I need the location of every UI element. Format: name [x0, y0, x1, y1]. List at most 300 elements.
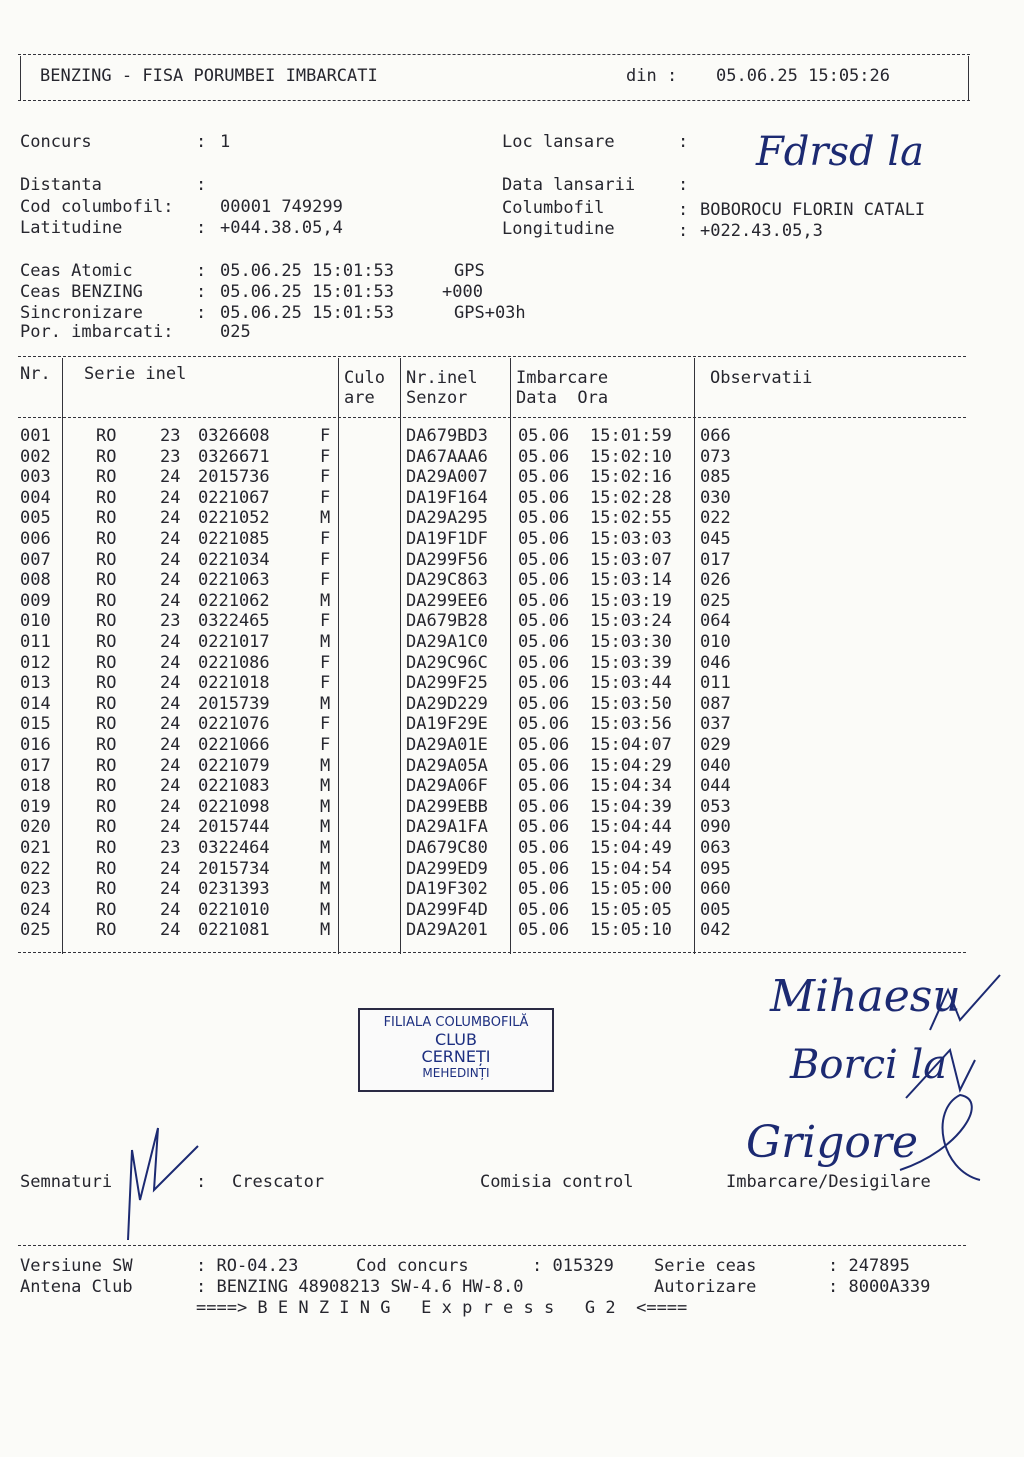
- longitudine-label: Longitudine: [502, 219, 615, 239]
- cell-s: M: [320, 838, 331, 858]
- cell-obs: 022: [700, 508, 731, 529]
- cell-time: 15:02:10: [590, 446, 672, 467]
- cell-time: 15:04:49: [590, 838, 672, 858]
- cod-concurs-label: Cod concurs: [356, 1256, 469, 1276]
- latitudine-value: +044.38.05,4: [220, 218, 343, 238]
- cell-ring: 2015734: [198, 858, 270, 879]
- cell-date: 05.06: [518, 796, 570, 817]
- cell-s: M: [320, 899, 331, 920]
- cell-obs: 046: [700, 652, 731, 673]
- cell-obs: 042: [700, 920, 731, 941]
- versiune-sw-value: : RO-04.23: [196, 1256, 299, 1276]
- cell-y: 23: [160, 611, 181, 632]
- cell-c: RO: [96, 776, 117, 797]
- col-header-observatii: Observatii: [710, 368, 813, 388]
- comisia-control-label: Comisia control: [480, 1172, 634, 1192]
- cell-c: RO: [96, 693, 117, 714]
- cell-obs: 044: [700, 776, 731, 797]
- cell-ring: 0326608: [198, 426, 270, 446]
- cell-c: RO: [96, 755, 117, 776]
- cell-ring: 0231393: [198, 879, 270, 900]
- cell-s: M: [320, 590, 331, 611]
- cell-s: F: [320, 652, 331, 673]
- col-header-culoare-1: Culo: [344, 368, 385, 388]
- cell-nr: 021: [20, 838, 51, 858]
- cell-nr: 024: [20, 899, 51, 920]
- header-bottom-rule: [18, 100, 970, 101]
- stamp-line-2: CLUB: [435, 1030, 477, 1049]
- cell-ring: 0221083: [198, 776, 270, 797]
- cell-time: 15:04:44: [590, 817, 672, 838]
- cell-nr: 007: [20, 549, 51, 570]
- cell-time: 15:02:28: [590, 487, 672, 508]
- cell-s: M: [320, 508, 331, 529]
- benzing-express-banner: ====> B E N Z I N G E x p r e s s G 2 <====: [196, 1298, 688, 1318]
- cell-s: M: [320, 796, 331, 817]
- loc-lansare-colon: :: [678, 132, 689, 152]
- cell-c: RO: [96, 529, 117, 549]
- table-row: [0, 714, 1024, 735]
- cell-s: F: [320, 467, 331, 488]
- cell-time: 15:03:30: [590, 632, 672, 652]
- table-row: [0, 859, 1024, 880]
- handwritten-name-2: Borci la: [790, 1042, 948, 1088]
- cell-time: 15:03:19: [590, 590, 672, 611]
- cell-y: 23: [160, 838, 181, 858]
- columbofil-label: Columbofil: [502, 198, 605, 218]
- distanta-label: Distanta: [20, 175, 102, 195]
- table-row: [0, 508, 1024, 529]
- cell-ring: 0221085: [198, 529, 270, 549]
- table-row: [0, 488, 1024, 509]
- cell-date: 05.06: [518, 858, 570, 879]
- porumbei-imbarcati-value: 025: [220, 322, 251, 342]
- cell-c: RO: [96, 590, 117, 611]
- concurs-label: Concurs: [20, 132, 92, 152]
- cell-time: 15:02:55: [590, 508, 672, 529]
- table-row: [0, 591, 1024, 612]
- cell-date: 05.06: [518, 426, 570, 446]
- table-row: [0, 447, 1024, 468]
- cell-senzor: DA19F164: [406, 487, 488, 508]
- cell-c: RO: [96, 611, 117, 632]
- autorizare-value: : 8000A339: [828, 1277, 931, 1297]
- cell-nr: 001: [20, 426, 51, 446]
- cell-senzor: DA679C80: [406, 838, 488, 858]
- din-label: din :: [626, 66, 678, 86]
- cell-senzor: DA29C863: [406, 570, 488, 591]
- cell-obs: 029: [700, 735, 731, 755]
- cell-s: M: [320, 817, 331, 838]
- cell-ring: 0326671: [198, 446, 270, 467]
- cell-nr: 019: [20, 796, 51, 817]
- cell-date: 05.06: [518, 735, 570, 755]
- cell-ring: 2015744: [198, 817, 270, 838]
- cell-s: M: [320, 755, 331, 776]
- cell-ring: 2015739: [198, 693, 270, 714]
- cell-ring: 2015736: [198, 467, 270, 488]
- cell-senzor: DA299F56: [406, 549, 488, 570]
- imbarcare-desigilare-label: Imbarcare/Desigilare: [726, 1172, 931, 1192]
- data-lansarii-colon: :: [678, 175, 689, 195]
- cell-ring: 0221086: [198, 652, 270, 673]
- cell-s: F: [320, 570, 331, 591]
- cell-c: RO: [96, 487, 117, 508]
- cell-y: 24: [160, 673, 181, 694]
- cell-senzor: DA29A201: [406, 920, 488, 941]
- cell-s: M: [320, 632, 331, 652]
- cell-c: RO: [96, 796, 117, 817]
- cell-s: F: [320, 529, 331, 549]
- cell-date: 05.06: [518, 529, 570, 549]
- cell-time: 15:05:00: [590, 879, 672, 900]
- cod-columbofil-value: 00001 749299: [220, 197, 343, 217]
- ceas-atomic-label: Ceas Atomic: [20, 261, 133, 281]
- columbofil-colon: :: [678, 200, 689, 220]
- cell-s: M: [320, 693, 331, 714]
- cell-y: 24: [160, 920, 181, 941]
- cell-senzor: DA29A01E: [406, 735, 488, 755]
- table-row: [0, 756, 1024, 777]
- cell-ring: 0221017: [198, 632, 270, 652]
- cell-senzor: DA29C96C: [406, 652, 488, 673]
- cell-senzor: DA29A05A: [406, 755, 488, 776]
- cell-date: 05.06: [518, 879, 570, 900]
- cell-date: 05.06: [518, 776, 570, 797]
- cell-senzor: DA19F29E: [406, 714, 488, 735]
- ceas-atomic-value: 05.06.25 15:01:53: [220, 261, 394, 281]
- cell-ring: 0322465: [198, 611, 270, 632]
- cell-c: RO: [96, 920, 117, 941]
- cell-date: 05.06: [518, 590, 570, 611]
- cell-y: 24: [160, 714, 181, 735]
- cell-s: M: [320, 879, 331, 900]
- cell-senzor: DA299EBB: [406, 796, 488, 817]
- cell-s: F: [320, 549, 331, 570]
- cell-y: 24: [160, 755, 181, 776]
- col-header-culoare-2: are: [344, 388, 375, 408]
- stamp-line-3: CERNEȚI: [421, 1047, 491, 1066]
- cell-y: 24: [160, 776, 181, 797]
- cell-time: 15:04:29: [590, 755, 672, 776]
- ceas-benzing-offset: +000: [442, 282, 483, 302]
- serie-ceas-label: Serie ceas: [654, 1256, 757, 1276]
- cell-c: RO: [96, 899, 117, 920]
- cell-obs: 060: [700, 879, 731, 900]
- cell-nr: 025: [20, 920, 51, 941]
- table-row: [0, 673, 1024, 694]
- table-row: [0, 879, 1024, 900]
- cell-obs: 063: [700, 838, 731, 858]
- cell-date: 05.06: [518, 508, 570, 529]
- cell-y: 24: [160, 879, 181, 900]
- cell-y: 24: [160, 693, 181, 714]
- cell-ring: 0221081: [198, 920, 270, 941]
- cell-date: 05.06: [518, 920, 570, 941]
- cell-senzor: DA29A295: [406, 508, 488, 529]
- cell-date: 05.06: [518, 673, 570, 694]
- table-row: [0, 529, 1024, 550]
- cell-c: RO: [96, 632, 117, 652]
- cod-concurs-value: : 015329: [532, 1256, 614, 1276]
- cell-time: 15:05:05: [590, 899, 672, 920]
- cell-time: 15:03:14: [590, 570, 672, 591]
- cell-ring: 0221018: [198, 673, 270, 694]
- cell-time: 15:03:56: [590, 714, 672, 735]
- autorizare-label: Autorizare: [654, 1277, 757, 1297]
- table-row: [0, 550, 1024, 571]
- col-header-serie: Serie inel: [84, 364, 187, 384]
- cell-nr: 022: [20, 858, 51, 879]
- cell-c: RO: [96, 714, 117, 735]
- cell-nr: 006: [20, 529, 51, 549]
- header-datetime: 05.06.25 15:05:26: [716, 66, 890, 86]
- cell-date: 05.06: [518, 838, 570, 858]
- semnaturi-label: Semnaturi: [20, 1172, 113, 1192]
- cell-c: RO: [96, 570, 117, 591]
- cell-senzor: DA29A06F: [406, 776, 488, 797]
- table-row: [0, 653, 1024, 674]
- cell-s: F: [320, 673, 331, 694]
- cell-senzor: DA299ED9: [406, 858, 488, 879]
- table-row: [0, 735, 1024, 756]
- cell-ring: 0221066: [198, 735, 270, 755]
- cell-c: RO: [96, 858, 117, 879]
- cell-ring: 0221010: [198, 899, 270, 920]
- cell-s: F: [320, 487, 331, 508]
- cell-ring: 0221063: [198, 570, 270, 591]
- cell-obs: 045: [700, 529, 731, 549]
- crescator-label: Crescator: [232, 1172, 325, 1192]
- table-header-rule: [18, 417, 966, 418]
- cell-y: 24: [160, 817, 181, 838]
- cell-time: 15:04:07: [590, 735, 672, 755]
- loc-lansare-handwritten: Fdrsd la: [756, 129, 924, 175]
- cell-y: 24: [160, 652, 181, 673]
- sincronizare-label: Sincronizare: [20, 303, 143, 323]
- cell-time: 15:01:59: [590, 426, 672, 446]
- cell-c: RO: [96, 817, 117, 838]
- columbofil-value: BOBOROCU FLORIN CATALI: [700, 200, 926, 220]
- cell-c: RO: [96, 735, 117, 755]
- table-row: [0, 920, 1024, 941]
- cell-nr: 003: [20, 467, 51, 488]
- table-row: [0, 426, 1024, 447]
- cell-s: F: [320, 735, 331, 755]
- table-row: [0, 797, 1024, 818]
- col-header-inel-2: Senzor: [406, 388, 468, 408]
- club-stamp: [358, 1008, 554, 1092]
- cell-obs: 090: [700, 817, 731, 838]
- cell-y: 23: [160, 426, 181, 446]
- table-row: [0, 570, 1024, 591]
- distanta-colon: :: [196, 175, 207, 195]
- cell-y: 24: [160, 632, 181, 652]
- cell-nr: 013: [20, 673, 51, 694]
- cell-date: 05.06: [518, 817, 570, 838]
- stamp-line-1: FILIALA COLUMBOFILĂ: [383, 1015, 529, 1030]
- cell-c: RO: [96, 446, 117, 467]
- cell-obs: 087: [700, 693, 731, 714]
- col-header-inel-1: Nr.inel: [406, 368, 478, 388]
- cell-senzor: DA29A007: [406, 467, 488, 488]
- ceas-atomic-colon: :: [196, 261, 207, 281]
- cell-s: F: [320, 611, 331, 632]
- table-row: [0, 694, 1024, 715]
- cell-senzor: DA29A1C0: [406, 632, 488, 652]
- cell-nr: 016: [20, 735, 51, 755]
- cell-y: 24: [160, 899, 181, 920]
- cell-time: 15:03:24: [590, 611, 672, 632]
- cell-ring: 0221062: [198, 590, 270, 611]
- ceas-benzing-colon: :: [196, 282, 207, 302]
- cell-c: RO: [96, 652, 117, 673]
- cell-s: M: [320, 858, 331, 879]
- cell-obs: 010: [700, 632, 731, 652]
- cell-ring: 0221098: [198, 796, 270, 817]
- cell-y: 24: [160, 796, 181, 817]
- cell-obs: 073: [700, 446, 731, 467]
- cell-nr: 009: [20, 590, 51, 611]
- loc-lansare-label: Loc lansare: [502, 132, 615, 152]
- cell-date: 05.06: [518, 755, 570, 776]
- cell-y: 24: [160, 858, 181, 879]
- cell-nr: 011: [20, 632, 51, 652]
- cell-obs: 040: [700, 755, 731, 776]
- cell-ring: 0221052: [198, 508, 270, 529]
- cell-ring: 0221076: [198, 714, 270, 735]
- cell-y: 24: [160, 508, 181, 529]
- cell-date: 05.06: [518, 714, 570, 735]
- longitudine-value: +022.43.05,3: [700, 221, 823, 241]
- cell-obs: 030: [700, 487, 731, 508]
- concurs-colon: :: [196, 132, 207, 152]
- cell-obs: 005: [700, 899, 731, 920]
- cell-ring: 0221067: [198, 487, 270, 508]
- cell-date: 05.06: [518, 487, 570, 508]
- table-row: [0, 900, 1024, 921]
- cell-c: RO: [96, 879, 117, 900]
- cell-nr: 018: [20, 776, 51, 797]
- cod-columbofil-label: Cod columbofil:: [20, 197, 174, 217]
- latitudine-label: Latitudine: [20, 218, 123, 238]
- cell-c: RO: [96, 508, 117, 529]
- cell-time: 15:03:07: [590, 549, 672, 570]
- data-lansarii-label: Data lansarii: [502, 175, 636, 195]
- cell-date: 05.06: [518, 570, 570, 591]
- antena-club-value: : BENZING 48908213 SW-4.6 HW-8.0: [196, 1277, 524, 1297]
- cell-time: 15:03:50: [590, 693, 672, 714]
- cell-senzor: DA299F25: [406, 673, 488, 694]
- cell-obs: 017: [700, 549, 731, 570]
- cell-date: 05.06: [518, 549, 570, 570]
- stamp-line-4: MEHEDINȚI: [422, 1066, 490, 1080]
- antena-club-label: Antena Club: [20, 1277, 133, 1297]
- longitudine-colon: :: [678, 221, 689, 241]
- semnaturi-colon: :: [196, 1172, 207, 1192]
- cell-c: RO: [96, 426, 117, 446]
- cell-date: 05.06: [518, 652, 570, 673]
- cell-c: RO: [96, 549, 117, 570]
- cell-ring: 0221079: [198, 755, 270, 776]
- cell-y: 24: [160, 570, 181, 591]
- cell-obs: 037: [700, 714, 731, 735]
- porumbei-imbarcati-label: Por. imbarcati:: [20, 322, 174, 342]
- cell-time: 15:03:03: [590, 529, 672, 549]
- header-right-rule: [968, 56, 969, 100]
- cell-y: 24: [160, 735, 181, 755]
- cell-y: 24: [160, 549, 181, 570]
- cell-obs: 053: [700, 796, 731, 817]
- crescator-signature: [128, 1128, 198, 1240]
- cell-nr: 017: [20, 755, 51, 776]
- cell-nr: 002: [20, 446, 51, 467]
- cell-time: 15:04:39: [590, 796, 672, 817]
- cell-date: 05.06: [518, 899, 570, 920]
- cell-time: 15:05:10: [590, 920, 672, 941]
- serie-ceas-value: : 247895: [828, 1256, 910, 1276]
- ceas-atomic-source: GPS: [454, 261, 485, 281]
- col-header-nr: Nr.: [20, 364, 51, 384]
- footer-rule: [18, 1245, 966, 1246]
- latitudine-colon: :: [196, 218, 207, 238]
- cell-nr: 020: [20, 817, 51, 838]
- table-top-rule: [18, 356, 966, 357]
- cell-time: 15:04:34: [590, 776, 672, 797]
- cell-nr: 010: [20, 611, 51, 632]
- sincronizare-value: 05.06.25 15:01:53: [220, 303, 394, 323]
- cell-senzor: DA19F1DF: [406, 529, 488, 549]
- cell-senzor: DA67AAA6: [406, 446, 488, 467]
- cell-y: 24: [160, 487, 181, 508]
- cell-nr: 005: [20, 508, 51, 529]
- cell-senzor: DA679BD3: [406, 426, 488, 446]
- table-row: [0, 817, 1024, 838]
- header-top-rule: [18, 54, 970, 55]
- cell-c: RO: [96, 673, 117, 694]
- cell-senzor: DA19F302: [406, 879, 488, 900]
- cell-y: 24: [160, 590, 181, 611]
- versiune-sw-label: Versiune SW: [20, 1256, 133, 1276]
- ceas-benzing-label: Ceas BENZING: [20, 282, 143, 302]
- cell-y: 23: [160, 446, 181, 467]
- cell-nr: 014: [20, 693, 51, 714]
- cell-senzor: DA29D229: [406, 693, 488, 714]
- page-title: BENZING - FISA PORUMBEI IMBARCATI: [40, 66, 378, 86]
- col-header-imbarcare-1: Imbarcare: [516, 368, 609, 388]
- cell-time: 15:04:54: [590, 858, 672, 879]
- cell-nr: 023: [20, 879, 51, 900]
- sincronizare-colon: :: [196, 303, 207, 323]
- cell-senzor: DA29A1FA: [406, 817, 488, 838]
- cell-s: F: [320, 426, 331, 446]
- cell-obs: 064: [700, 611, 731, 632]
- cell-c: RO: [96, 838, 117, 858]
- cell-date: 05.06: [518, 632, 570, 652]
- table-row: [0, 776, 1024, 797]
- cell-nr: 004: [20, 487, 51, 508]
- concurs-value: 1: [220, 132, 231, 152]
- cell-nr: 015: [20, 714, 51, 735]
- cell-time: 15:02:16: [590, 467, 672, 488]
- sincronizare-source: GPS+03h: [454, 303, 526, 323]
- cell-obs: 095: [700, 858, 731, 879]
- table-row: [0, 467, 1024, 488]
- cell-obs: 085: [700, 467, 731, 488]
- cell-s: M: [320, 776, 331, 797]
- cell-date: 05.06: [518, 693, 570, 714]
- cell-time: 15:03:39: [590, 652, 672, 673]
